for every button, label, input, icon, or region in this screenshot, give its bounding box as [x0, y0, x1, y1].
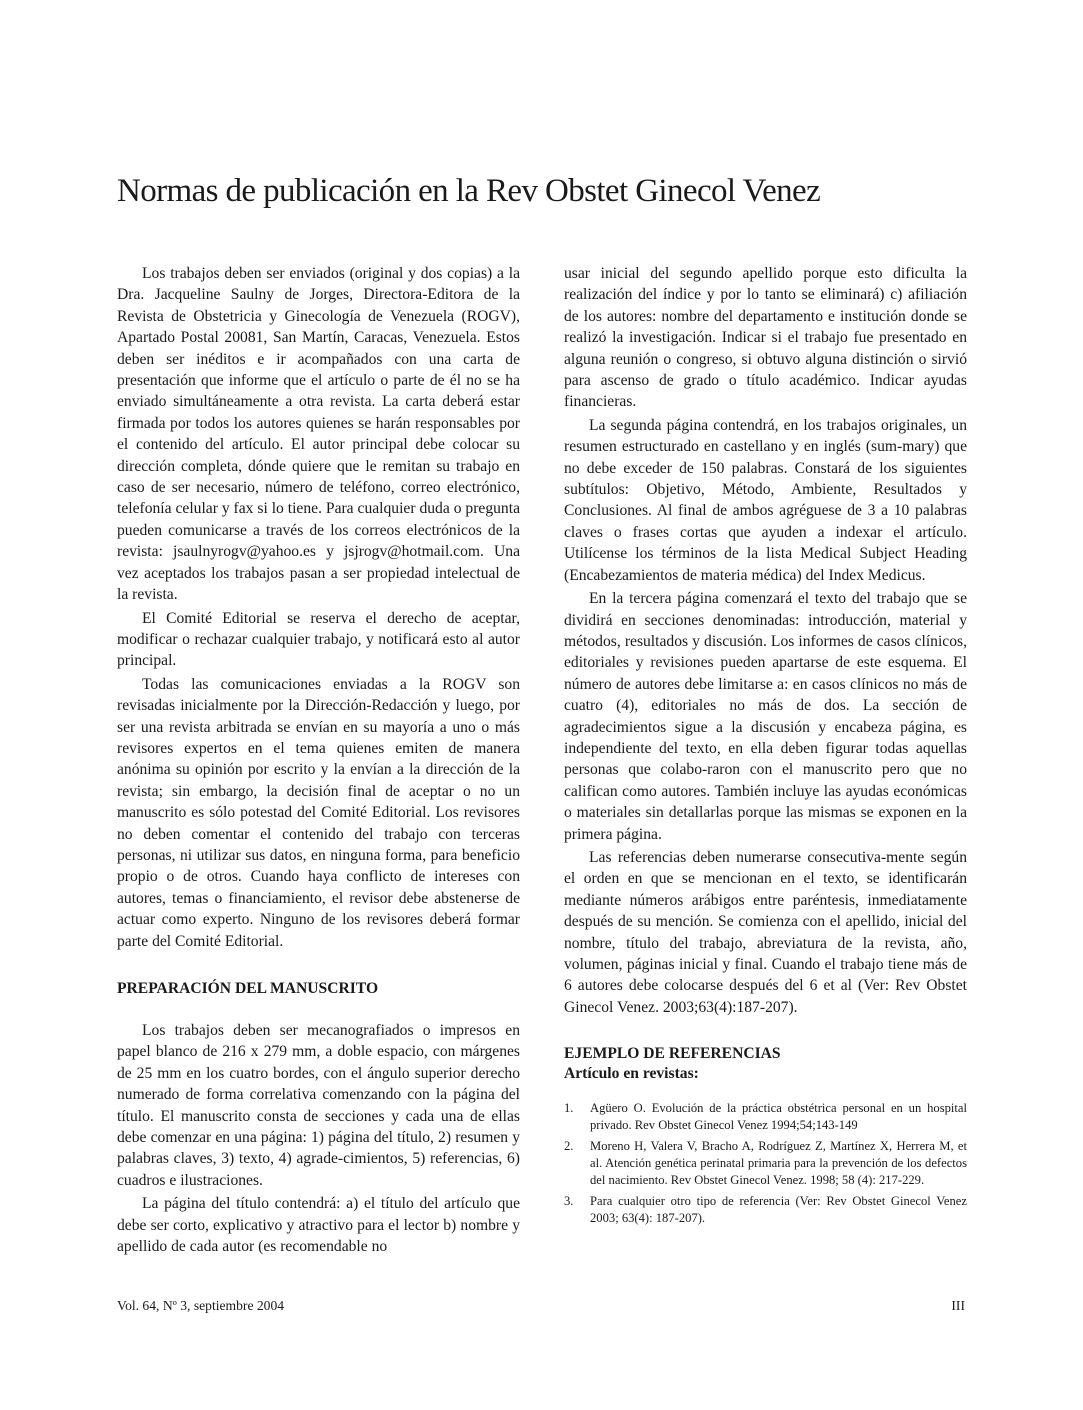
footer-issue: Vol. 64, Nº 3, septiembre 2004 [117, 1298, 285, 1313]
references-block [564, 1044, 967, 1227]
footer-page-number: III [951, 1298, 965, 1313]
right-paragraph-2: En la tercera página comenzará el texto del trabajo que se dividirá en secciones denominadas: introducción, material y métodos, resultados y discusión. Los informes de casos clínicos, editoriales y revisiones pueden apartarse de este esquema. El número de autores debe limitarse a: en casos clínicos no más de cuatro (4), editoriales no más de dos. La sección de agradecimientos sigue a la discusión y encabeza página, es independiente del texto, en ella deben figurar todas aquellas personas que colabo-raron con el manuscrito pero que no califican como autores. También incluye las ayudas económicas o materiales sin detallarlas porque las mismas se exponen en la primera página. [564, 590, 967, 843]
intro-paragraph-1: Los trabajos deben ser enviados (original y dos copias) a la Dra. Jacqueline Saulny de Jorges, Directora-Editora de la Revista de Obstetricia y Ginecología de Venezuela (ROGV), Apartado Postal 20081, San Martín, Caracas, Venezuela. Estos deben ser inéditos e ir acompañados con una carta de presentación que informe que el artículo o parte de él no se ha enviado simultáneamente a otra revista. La carta deberá estar firmada por todos los autores quienes se harán responsables por el contenido del artículo. El autor principal debe colocar su dirección completa, dónde quiere que le remitan su trabajo en caso de ser necesario, número de teléfono, correo electrónico, telefonía celular y fax si lo tiene. Para cualquier duda o pregunta pueden comunicarse a través de los correos electrónicos de la revista: jsaulnyrogv@yahoo.es y jsjrogv@hotmail.com. Una vez aceptados los trabajos pasan a ser propiedad intelectual de la revista. [117, 265, 520, 604]
reference-number: 1. [564, 1101, 574, 1116]
intro-paragraph-3: Todas las comunicaciones enviadas a la ROGV son revisadas inicialmente por la Dirección-Redacción y luego, por ser una revista arbitrada se envían en su mayoría a uno o más revisores expertos en el tema quienes emiten de manera anónima su opinión por escrito y la envían a la dirección de la revista; sin embargo, la decisión final de aceptar o no un manuscrito es sólo potestad del Comité Editorial. Los revisores no deben comentar el contenido del trabajo con terceras personas, ni utilizar sus datos, en ninguna forma, para beneficio propio o de otros. Cuando haya conflicto de intereses con autores, temas o financiamiento, el revisor debe abstenerse de actuar como experto. Ninguno de los revisores deberá formar parte del Comité Editorial. [117, 675, 520, 950]
page-title: Normas de publicación en la Rev Obstet Ginecol Venez [117, 173, 821, 209]
references-heading: EJEMPLO DE REFERENCIAS [564, 1045, 781, 1063]
reference-number: 2. [564, 1139, 574, 1154]
reference-item [564, 1138, 967, 1189]
reference-item [564, 1193, 967, 1227]
reference-text: Moreno H, Valera V, Bracho A, Rodríguez Z, Martínez X, Herrera M, et al. Atención genética perinatal primaria para la prevención de los defectos del nacimiento. Rev Obstet Ginecol Venez. 1998; 58 (4): 217-229. [590, 1139, 967, 1188]
right-column [564, 263, 967, 1231]
right-paragraph-3: Las referencias deben numerarse consecutiva-mente según el orden en que se mencionan en el texto, se identificarán mediante números arábigos entre paréntesis, inmediatamente después de su mención. Se comienza con el apellido, inicial del nombre, título del trabajo, abreviatura de la revista, año, volumen, páginas inicial y final. Cuando el trabajo tiene más de 6 autores debe colocarse después del 6 et al (Ver: Rev Obstet Ginecol Venez. 2003;63(4):187-207). [564, 848, 967, 1016]
manuscript-paragraph-1: Los trabajos deben ser mecanografiados o impresos en papel blanco de 216 x 279 mm, a doble espacio, con márgenes de 25 mm en los cuatro bordes, con el ángulo superior derecho numerado de forma correlativa comenzando con la página del título. El manuscrito consta de secciones y cada una de ellas debe comenzar en una página: 1) página del título, 2) resumen y palabras claves, 3) texto, 4) agrade-cimientos, 5) referencias, 6) cuadros e ilustraciones. [117, 1022, 520, 1189]
reference-number: 3. [564, 1194, 574, 1209]
references-subheading: Artículo en revistas: [564, 1065, 699, 1083]
right-paragraph-1: La segunda página contendrá, en los trabajos originales, un resumen estructurado en castellano y en inglés (sum-mary) que no debe exceder de 150 palabras. Constará de los siguientes subtítulos: Objetivo, Método, Ambiente, Resultados y Conclusiones. Al final de ambos agréguese de 3 a 10 palabras claves o frases cortas que ayuden a indexar el artículo. Utilícense los términos de la lista Medical Subject Heading (Encabezamientos de materia médica) del Index Medicus. [564, 416, 967, 584]
intro-paragraph-2: El Comité Editorial se reserva el derecho de aceptar, modificar o rechazar cualquier trabajo, y notificará esto al autor principal. [117, 609, 520, 670]
continuation-paragraph: usar inicial del segundo apellido porque esto dificulta la realización del índice y por lo tanto se eliminará) c) afiliación de los autores: nombre del departamento e institución donde se realizó la investigación. Indicar si el trabajo fue presentado en alguna reunión o congreso, si obtuvo alguna distinción o sirvió para ascenso de grado o título académico. Indicar ayudas financieras. [564, 265, 967, 411]
left-column [117, 263, 520, 1259]
manuscript-paragraph-2: La página del título contendrá: a) el título del artículo que debe ser corto, explicativo y atractivo para el lector b) nombre y apellido de cada autor (es recomendable no [117, 1195, 520, 1256]
reference-text: Agüero O. Evolución de la práctica obstétrica personal en un hospital privado. Rev Obstet Ginecol Venez 1994;54;143-149 [590, 1101, 967, 1133]
reference-text: Para cualquier otro tipo de referencia (Ver: Rev Obstet Ginecol Venez 2003; 63(4): 187-207). [590, 1194, 967, 1226]
reference-list [564, 1100, 967, 1227]
section-heading-manuscript: PREPARACIÓN DEL MANUSCRITO [117, 980, 379, 997]
reference-item [564, 1100, 967, 1134]
